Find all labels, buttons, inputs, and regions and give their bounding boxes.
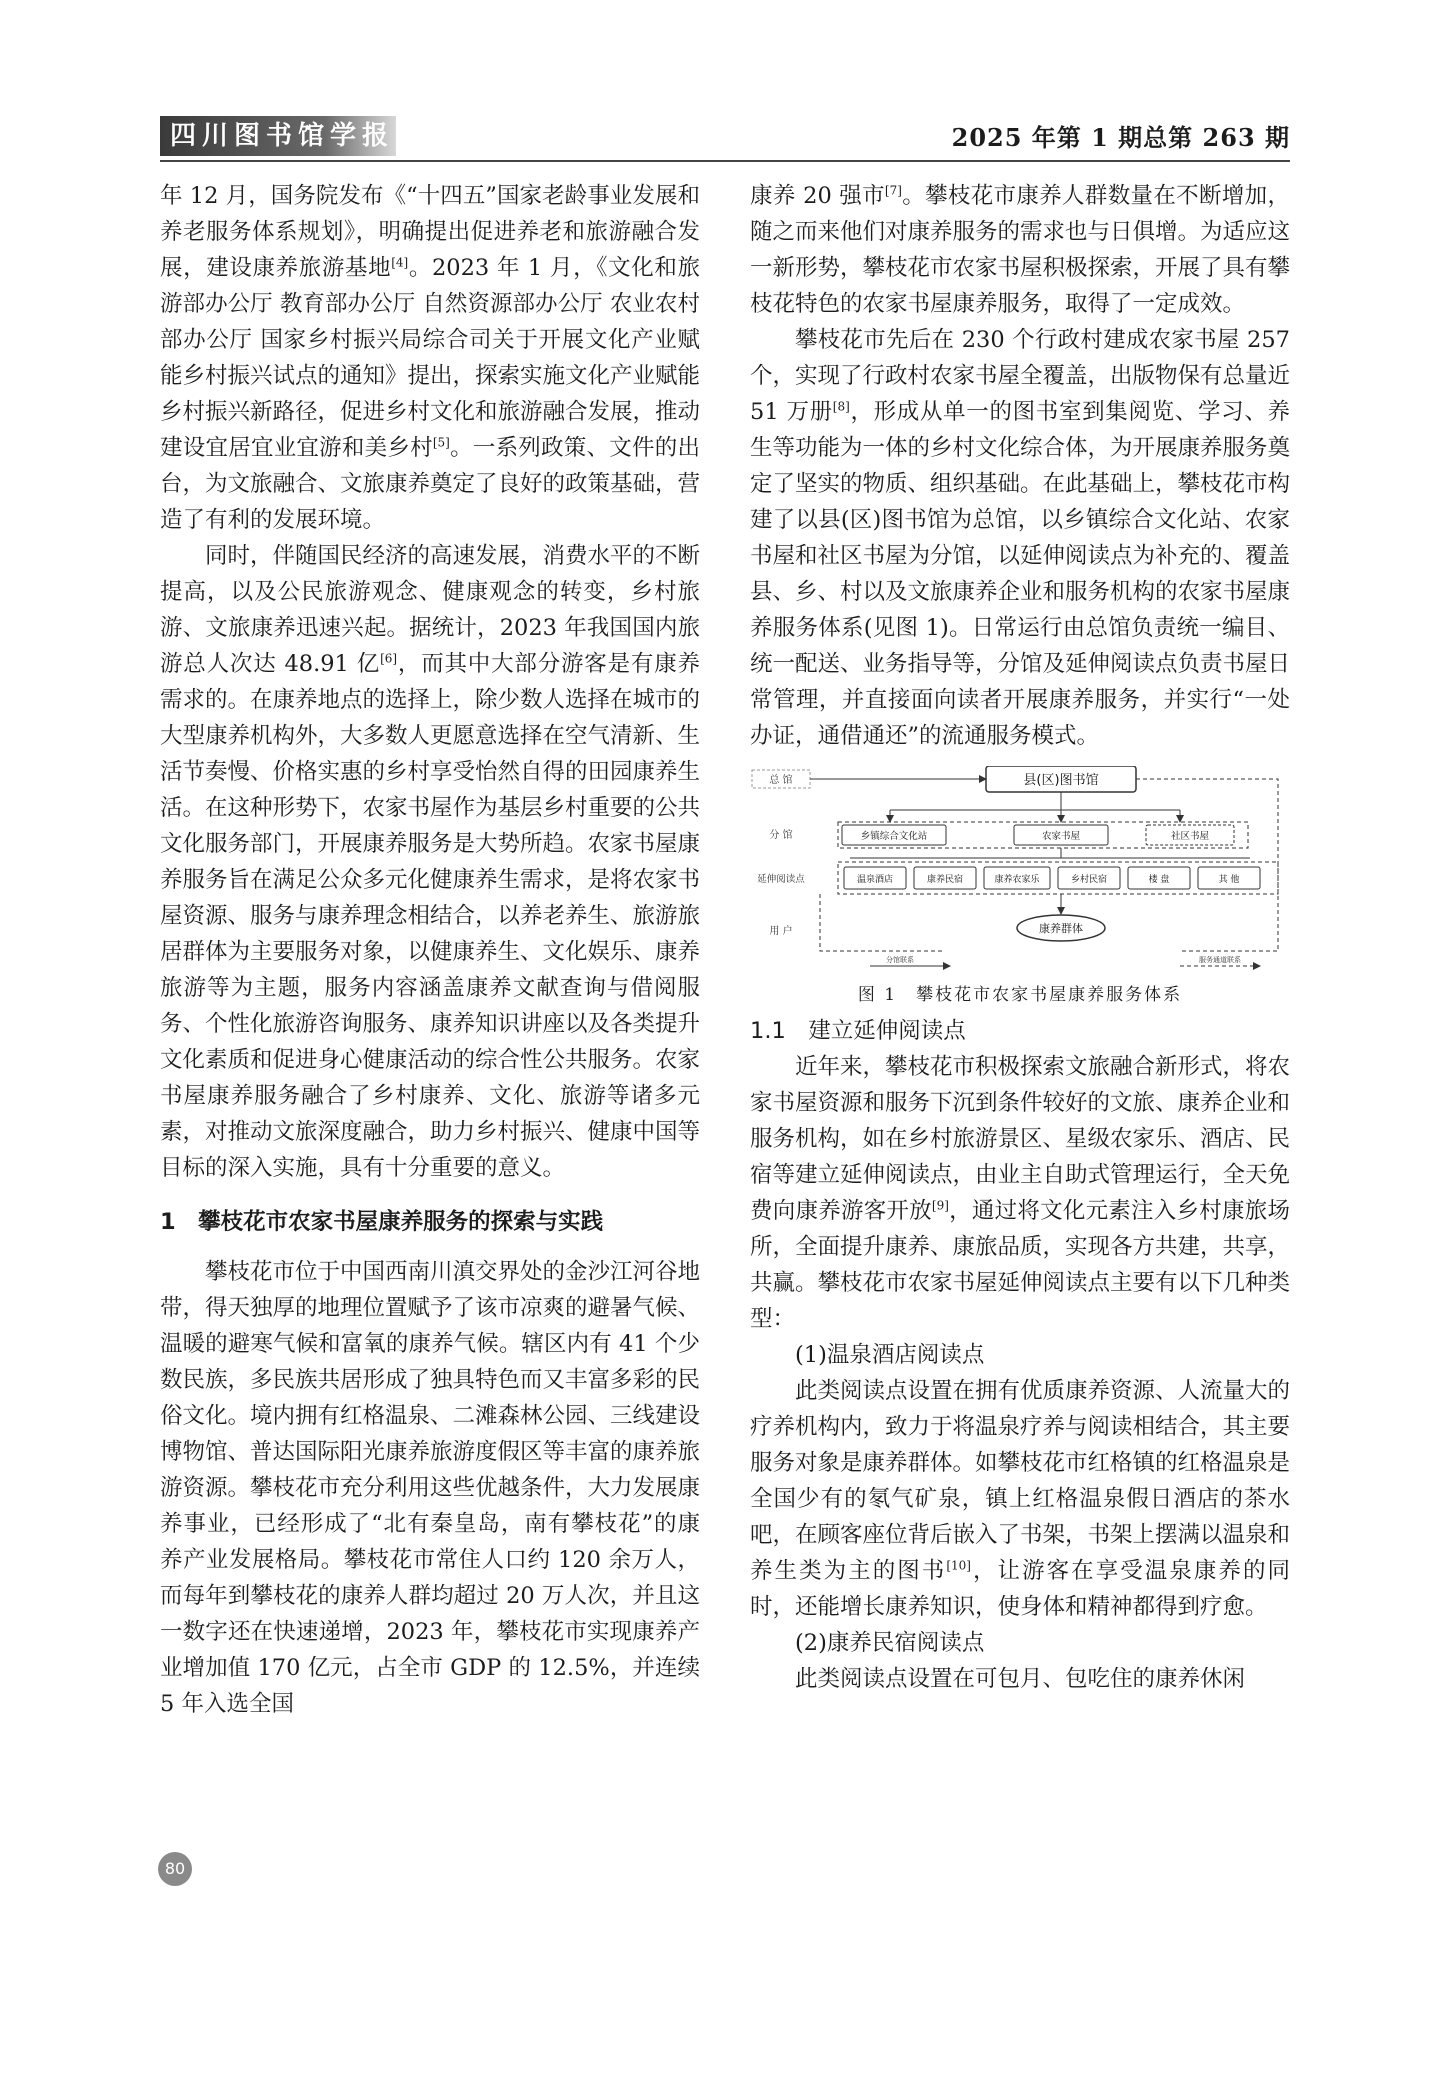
paragraph: 此类阅读点设置在可包月、包吃住的康养休闲 <box>795 1666 1246 1692</box>
citation[interactable]: [10] <box>946 1558 971 1573</box>
left-column <box>160 178 700 1722</box>
reading-point-label: 楼 盘 <box>1148 875 1170 885</box>
section-heading: 1 攀枝花市农家书屋康养服务的探索与实践 <box>160 1209 604 1235</box>
row-label: 延伸阅读点 <box>757 874 805 885</box>
list-item-heading: (2)康养民宿阅读点 <box>795 1630 985 1656</box>
citation[interactable]: [8] <box>832 399 850 414</box>
citation[interactable]: [5] <box>432 435 450 450</box>
user-label: 康养群体 <box>1039 922 1083 935</box>
figure-caption: 图 1 攀枝花市农家书屋康养服务体系 <box>857 985 1183 1005</box>
top-box-label: 县(区)图书馆 <box>1023 773 1099 788</box>
paragraph: 此类阅读点设置在拥有优质康养资源、人流量大的疗养机构内，致力于将温泉疗养与阅读相结合，其主要服务对象是康养群体。如攀枝花市红格镇的红格温泉是全国少有的氡气矿泉，镇上红格温泉假日酒店的茶水吧，在顾客座位背后嵌入了书架，书架上摆满以温泉和养生类为主的图书[10]，让游客在享受温泉康养的同时，还能增长康养知识，使身体和精神都得到疗愈。 <box>750 1378 1291 1620</box>
paragraph: 康养 20 强市[7]。攀枝花市康养人群数量在不断增加，随之而来他们对康养服务的需求也与日俱增。为适应这一新形势，攀枝花市农家书屋积极探索，开展了具有攀枝花特色的农家书屋康养服务，取得了一定成效。 <box>750 183 1291 317</box>
reading-point-label: 康养农家乐 <box>994 875 1040 885</box>
subsection-heading: 1.1 建立延伸阅读点 <box>750 1018 966 1044</box>
reading-point-label: 康养民宿 <box>926 875 964 885</box>
paragraph: 同时，伴随国民经济的高速发展，消费水平的不断提高，以及公民旅游观念、健康观念的转变，乡村旅游、文旅康养迅速兴起。据统计，2023 年我国国内旅游总人次达 48.91 亿[6]，而其中大部分游客是有康养需求的。在康养地点的选择上，除少数人选择在城市的大型康养机构外，大多数人更愿意选择在空气清新、生活节奏慢、价格实惠的乡村享受怡然自得的田园康养生活。在这种形势下，农家书屋作为基层乡村重要的公共文化服务部门，开展康养服务是大势所趋。农家书屋康养服务旨在满足公众多元化健康养生需求，是将农家书屋资源、服务与康养理念相结合，以养老养生、旅游旅居群体为主要服务对象，以健康养生、文化娱乐、康养旅游等为主题，服务内容涵盖康养文献查询与借阅服务、个性化旅游咨询服务、康养知识讲座以及各类提升文化素质和促进身心健康活动的综合性公共服务。农家书屋康养服务融合了乡村康养、文化、旅游等诸多元素，对推动文旅深度融合，助力乡村振兴、健康中国等目标的深入实施，具有十分重要的意义。 <box>160 543 701 1181</box>
citation[interactable]: [4] <box>391 255 409 270</box>
paragraph: 近年来，攀枝花市积极探索文旅融合新形式，将农家书屋资源和服务下沉到条件较好的文旅、康养企业和服务机构，如在乡村旅游景区、星级农家乐、酒店、民宿等建立延伸阅读点，由业主自助式管理运行，全天免费向康养游客开放[9]，通过将文化元素注入乡村康旅场所，全面提升康养、康旅品质，实现各方共建，共享，共赢。攀枝花市农家书屋延伸阅读点主要有以下几种类型： <box>750 1054 1291 1332</box>
reading-point-label: 温泉酒店 <box>856 875 894 885</box>
citation[interactable]: [7] <box>884 183 902 198</box>
reading-points <box>844 867 1260 889</box>
branch-label: 社区书屋 <box>1170 831 1210 842</box>
issue-label: 2025 年第 1 期总第 263 期 <box>951 123 1290 152</box>
row-label: 分 馆 <box>769 830 793 841</box>
row-label: 用 户 <box>769 926 793 937</box>
paragraph: 攀枝花市先后在 230 个行政村建成农家书屋 257 个，实现了行政村农家书屋全覆盖，出版物保有总量近 51 万册[8]，形成从单一的图书室到集阅览、学习、养生等功能为一体的乡村文化综合体，为开展康养服务奠定了坚实的物质、组织基础。在此基础上，攀枝花市构建了以县(区)图书馆为总馆，以乡镇综合文化站、农家书屋和社区书屋为分馆，以延伸阅读点为补充的、覆盖县、乡、村以及文旅康养企业和服务机构的农家书屋康养服务体系(见图 1)。日常运行由总馆负责统一编目、统一配送、业务指导等，分馆及延伸阅读点负责书屋日常管理，并直接面向读者开展康养服务，并实行“一处办证，通借通还”的流通服务模式。 <box>750 327 1291 749</box>
legend-label: 服务通道联系 <box>1199 956 1241 964</box>
paragraph: 攀枝花市位于中国西南川滇交界处的金沙江河谷地带，得天独厚的地理位置赋予了该市凉爽的避暑气候、温暖的避寒气候和富氧的康养气候。辖区内有 41 个少数民族，多民族共居形成了独具特色而又丰富多彩的民俗文化。境内拥有红格温泉、二滩森林公园、三线建设博物馆、普达国际阳光康养旅游度假区等丰富的康养旅游资源。攀枝花市充分利用这些优越条件，大力发展康养事业，已经形成了“北有秦皇岛，南有攀枝花”的康养产业发展格局。攀枝花市常住人口约 120 余万人，而每年到攀枝花的康养人群均超过 20 万人次，并且这一数字还在快速递增，2023 年，攀枝花市实现康养产业增加值 170 亿元，占全市 GDP 的 12.5%，并连续 5 年入选全国 <box>160 1259 701 1717</box>
page-number: 80 <box>158 1852 192 1886</box>
branch-label: 农家书屋 <box>1041 831 1081 842</box>
figure-1 <box>750 766 1290 1005</box>
service-system-diagram <box>750 766 1290 976</box>
paragraph: 年 12 月，国务院发布《“十四五”国家老龄事业发展和养老服务体系规划》，明确提出促进养老和旅游融合发展，建设康养旅游基地[4]。2023 年 1 月，《文化和旅游部办公厅 教育部办公厅 自然资源部办公厅 农业农村部办公厅 国家乡村振兴局综合司关于开展文化产业赋能乡村振兴试点的通知》提出，探索实施文化产业赋能乡村振兴新路径，促进乡村文化和旅游融合发展，推动建设宜居宜业宜游和美乡村[5]。一系列政策、文件的出台，为文旅融合、文旅康养奠定了良好的政策基础，营造了有利的发展环境。 <box>160 183 701 533</box>
branch-label: 乡镇综合文化站 <box>860 831 928 842</box>
header-rule <box>160 160 1290 162</box>
citation[interactable]: [6] <box>380 651 398 666</box>
reading-point-label: 其 他 <box>1218 875 1240 885</box>
reading-point-label: 乡村民宿 <box>1070 875 1108 885</box>
row-label: 总 馆 <box>769 775 793 786</box>
legend-label: 分馆联系 <box>886 956 914 964</box>
right-column <box>750 178 1290 1697</box>
list-item-heading: (1)温泉酒店阅读点 <box>795 1342 985 1368</box>
journal-logo: 四川图书馆学报 <box>160 116 396 156</box>
citation[interactable]: [9] <box>931 1198 949 1213</box>
